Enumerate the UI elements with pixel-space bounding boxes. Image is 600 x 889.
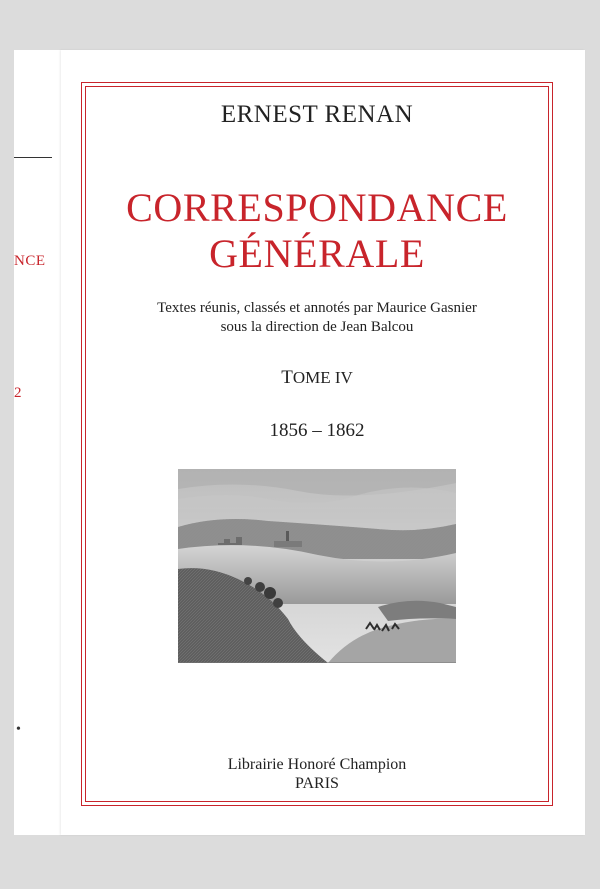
volume-label bbox=[85, 367, 549, 389]
back-page-volume-fragment: 2 bbox=[14, 385, 22, 401]
volume-label-initial: T bbox=[281, 367, 293, 388]
year-range: 1856 – 1862 bbox=[269, 420, 365, 441]
volume-label-rest: OME IV bbox=[292, 368, 353, 387]
landscape-engraving-image bbox=[178, 469, 456, 663]
back-page-rule bbox=[14, 157, 52, 158]
publisher-name: Librairie Honoré Champion bbox=[227, 756, 407, 773]
editor-credit-line-1: Textes réunis, classés et annotés par Maurice Gasnier bbox=[157, 300, 477, 316]
back-page-title-fragment: NCE bbox=[14, 253, 46, 269]
title-line-2: GÉNÉRALE bbox=[209, 231, 425, 276]
editor-credit-line-2: sous la direction de Jean Balcou bbox=[220, 319, 414, 335]
back-page-mark: • bbox=[16, 722, 21, 737]
publisher-city: PARIS bbox=[295, 775, 339, 792]
title-line-1: CORRESPONDANCE bbox=[126, 185, 508, 230]
author-name: ERNEST RENAN bbox=[220, 101, 414, 128]
